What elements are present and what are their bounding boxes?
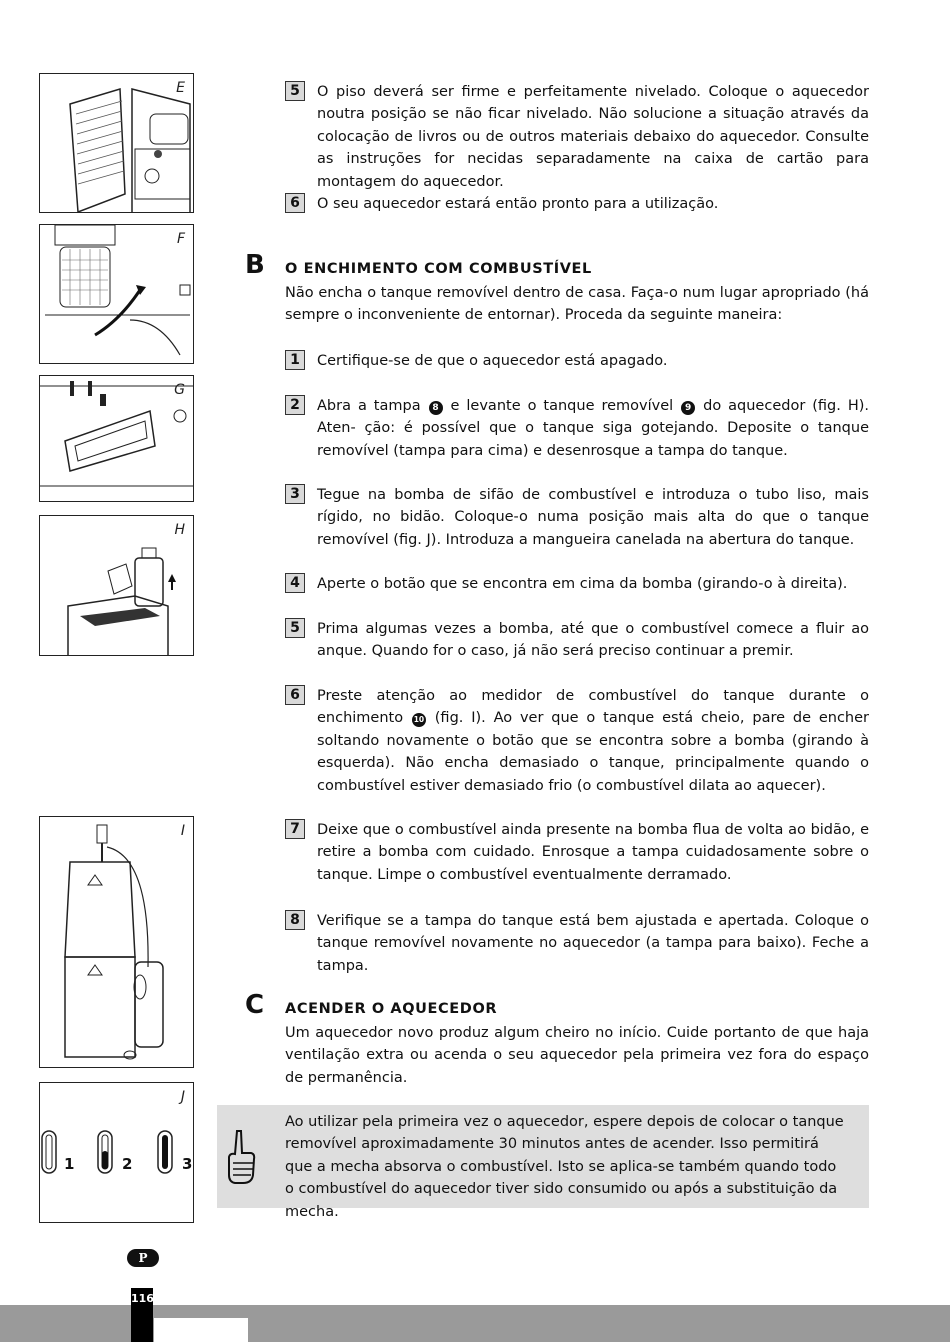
step-text: Abra a tampa 8 e levante o tanque removível 9 do aquecedor (fig. H). Aten- ção: é possível que o tanque siga gotejando. Deposite o tanque removível (tampa para cima) e desenrosque a tampa do tanque. (317, 398, 869, 459)
step-text: Preste atenção ao medidor de combustível do tanque durante o enchimento 10 (fig. I). Ao ver que o tanque está cheio, pare de encher soltando novamente o botão que se encontra sobre a bomba (girando à esquerda). Não encha demasiado o tanque, principalmente quando o combustível estiver demasiado frio (o combustível dilata ao aquecer). (317, 688, 869, 794)
figure-e (39, 73, 194, 213)
step-text: Aperte o botão que se encontra em cima da bomba (girando-o à direita). (317, 576, 848, 592)
jerrycan-pump-illustration (40, 817, 194, 1068)
figure-label-i: I (180, 823, 185, 839)
page-number: 116 (131, 1292, 154, 1305)
pointing-hand-icon (223, 1127, 263, 1187)
figure-label-g: G (174, 382, 185, 398)
section-b-intro: Não encha o tanque removível dentro de casa. Faça-o num lugar apropriado (há sempre o inconveniente de entornar). Proceda da seguinte maneira: (285, 285, 869, 324)
section-b-letter: B (245, 250, 265, 280)
step-number: 3 (285, 484, 305, 504)
callout-10-icon: 10 (412, 713, 426, 727)
tank-removal-illustration (40, 516, 194, 656)
figure-label-h: H (174, 522, 185, 538)
step-number: 5 (285, 81, 305, 101)
gauge-label-2: 2 (122, 1155, 133, 1173)
section-c-intro: Um aquecedor novo produz algum cheiro no início. Cuide portanto de que haja ventilação extra ou acenda o seu aquecedor pela primeira vez fora do espaço de permanência. (285, 1025, 869, 1086)
gauge-label-1: 1 (64, 1155, 75, 1173)
figure-i (39, 816, 194, 1068)
gauge-panel-illustration (40, 376, 194, 502)
step-number: 5 (285, 618, 305, 638)
step-text: Tegue na bomba de sifão de combustível e introduza o tubo liso, mais rígido, no bidão. Coloque-o numa posição mais alta do que o tanque removível (fig. J). Introduza a mangueira canelada na abertura do tanque. (317, 487, 869, 548)
figure-j (39, 1082, 194, 1223)
language-badge: P (127, 1249, 159, 1267)
figure-label-f: F (176, 231, 185, 247)
step-number: 7 (285, 819, 305, 839)
step-text: Deixe que o combustível ainda presente na bomba flua de volta ao bidão, e retire a bomba com cuidado. Enrosque a tampa cuidadosamente sobre o tanque. Limpe o combustível eventualmente derramado. (317, 822, 869, 883)
step-text: O seu aquecedor estará então pronto para a utilização. (317, 196, 719, 212)
step-number: 8 (285, 910, 305, 930)
note-box (217, 1105, 869, 1220)
callout-9-icon: 9 (681, 401, 695, 415)
wick-illustration (40, 225, 194, 364)
figure-label-j: J (180, 1089, 185, 1105)
section-c-title: ACENDER O AQUECEDOR (285, 1001, 498, 1017)
fuel-gauge-levels-illustration (40, 1083, 194, 1223)
note-text: Ao utilizar pela primeira vez o aquecedor, espere depois de colocar o tanque removível aproximadamente 30 minutos antes de acender. Isso permitirá que a mecha absorva o combustível. Isto se aplica-se também quando todo o combustível do aquecedor tiver sido consumido ou após a substituição da mecha. (285, 1114, 844, 1220)
figure-label-e: E (176, 80, 185, 96)
step-number: 6 (285, 193, 305, 213)
section-c-letter: C (245, 990, 265, 1020)
step-number: 2 (285, 395, 305, 415)
gauge-label-3: 3 (182, 1155, 193, 1173)
figure-h (39, 515, 194, 656)
figure-g (39, 375, 194, 502)
figure-f (39, 224, 194, 364)
step-text: Verifique se a tampa do tanque está bem ajustada e apertada. Coloque o tanque removível novamente no aquecedor (a tampa para baixo). Feche a tampa. (317, 913, 869, 974)
callout-8-icon: 8 (429, 401, 443, 415)
footer-white-strip (154, 1318, 248, 1342)
gauge-level-1-icon (42, 1131, 56, 1173)
step-number: 4 (285, 573, 305, 593)
gauge-level-2-icon (98, 1131, 112, 1173)
step-text: Prima algumas vezes a bomba, até que o combustível comece a fluir ao anque. Quando for o caso, já não será preciso continuar a premir. (317, 621, 869, 660)
step-text: Certifique-se de que o aquecedor está apagado. (317, 353, 668, 369)
heater-door-illustration (40, 74, 194, 213)
gauge-level-3-icon (158, 1131, 172, 1173)
step-number: 1 (285, 350, 305, 370)
step-text: O piso deverá ser firme e perfeitamente nivelado. Coloque o aquecedor noutra posição se não ficar nivelado. Não solucione a situação através da colocação de livros ou de outros materiais debaixo do aquecedor. Consulte as instruções for necidas separadamente na caixa de cartão para montagem do aquecedor. (317, 84, 869, 190)
section-b-title: O ENCHIMENTO COM COMBUSTÍVEL (285, 261, 592, 277)
step-number: 6 (285, 685, 305, 705)
